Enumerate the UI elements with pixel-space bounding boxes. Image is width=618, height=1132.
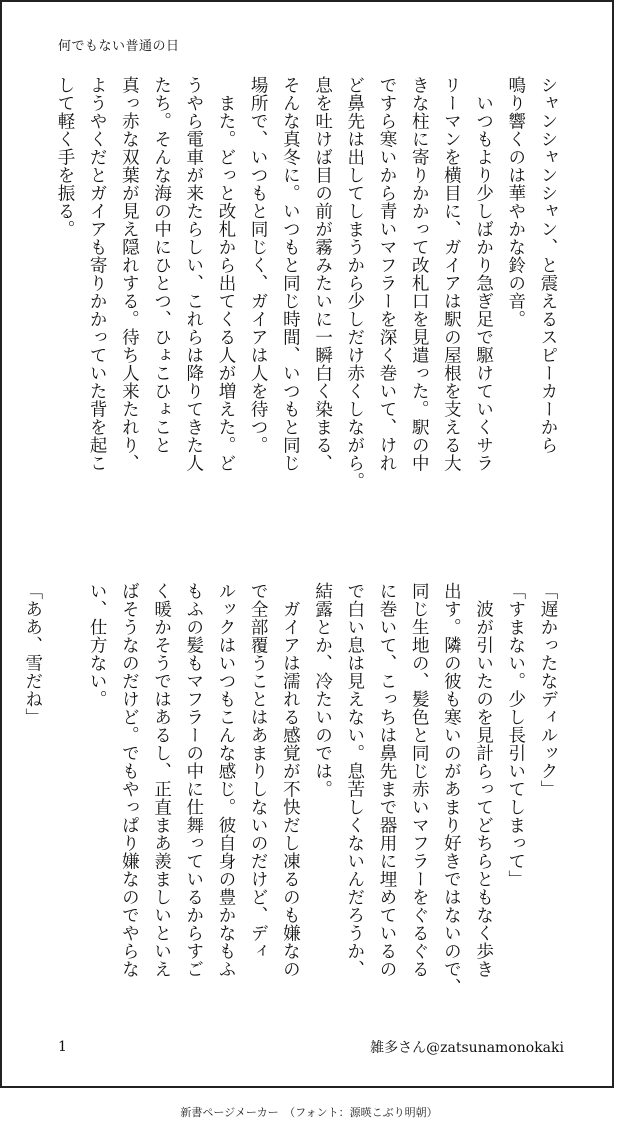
text-line: い、仕方ない。	[87, 582, 108, 708]
text-line: ガイアは濡れる感覚が不快だし凍るのも嫌なの	[280, 582, 301, 978]
text-line-blank	[49, 582, 81, 1002]
text-line: ばそうなのだけど。でもやっぱり嫌なのでやらな	[119, 582, 140, 978]
text-line: ルックはいつもこんな感じ。彼自身の豊かなもふ	[215, 582, 236, 978]
text-line: ど鼻先は出してしまうから少しだけ赤くしながら。	[344, 76, 365, 490]
text-line: で白い息は見えない。息苦しくないんだろうか、	[344, 582, 365, 978]
text-line: リーマンを横目に、ガイアは駅の屋根を支える大	[441, 76, 462, 472]
text-line: シャンシャンシャン、と震えるスピーカーから	[538, 76, 558, 454]
text-line: また。どっと改札から出てくる人が増えた。ど	[215, 76, 236, 472]
page-title: 何でもない普通の日	[58, 39, 180, 54]
text-line: いつもより少しばかり急ぎ足で駆けていくサラ	[473, 76, 494, 472]
text-line: 真っ赤な双葉が見え隠れする。待ち人来たれり、	[119, 76, 140, 472]
text-line: 波が引いたのを見計らってどちらともなく歩き	[473, 582, 494, 978]
generator-credit: 新書ページメーカー （フォント：源暎こぶり明朝）	[180, 1106, 438, 1119]
text-line: 「ああ、雪だね」	[22, 582, 43, 726]
text-line: うやら電車が来たらしい、これらは降りてきた人	[183, 76, 204, 472]
text-line: たち。そんな海の中にひとつ、ひょこひょこと	[151, 76, 172, 454]
text-line: 「すまない。少し長引いてしまって」	[505, 582, 526, 888]
text-line: で全部覆うことはあまりしないのだけど、ディ	[248, 582, 269, 960]
text-line: に巻いて、こっちは鼻先まで器用に埋めているの	[376, 582, 397, 978]
text-line: もふの髪もマフラーの中に仕舞っているからすご	[183, 582, 204, 978]
text-line: 結露とか、冷たいのでは。	[312, 582, 333, 798]
text-line: 鳴り響くのは華やかな鈴の音。	[505, 76, 526, 328]
text-line: 「遅かったなディルック」	[538, 582, 558, 798]
text-line: 出す。隣の彼も寒いのがあまり好きではないので、	[441, 582, 462, 996]
upper-text-block	[49, 76, 564, 546]
text-line: きな柱に寄りかかって改札口を見遣った。駅の中	[409, 76, 430, 472]
text-line: 息を吐けば目の前が霧みたいに一瞬白く染まる、	[312, 76, 333, 472]
text-line: く暖かそうではあるし、正直まあ羨ましいといえ	[151, 582, 172, 978]
text-line: 場所で、いつもと同じく、ガイアは人を待つ。	[248, 76, 269, 454]
lower-text-block	[17, 582, 564, 1002]
text-line: 同じ生地の、髪色と同じ赤いマフラーをぐるぐる	[409, 582, 430, 978]
text-line: ですら寒いから青いマフラーを深く巻いて、けれ	[376, 76, 397, 472]
page-number: 1	[58, 1039, 67, 1055]
text-line: そんな真冬に。いつもと同じ時間、いつもと同じ	[280, 76, 301, 472]
text-line: して軽く手を振る。	[54, 76, 75, 238]
text-line: ようやくだとガイアも寄りかかっていた背を起こ	[87, 76, 108, 472]
author-credit: 雑多さん@zatsunamonokaki	[370, 1040, 564, 1056]
